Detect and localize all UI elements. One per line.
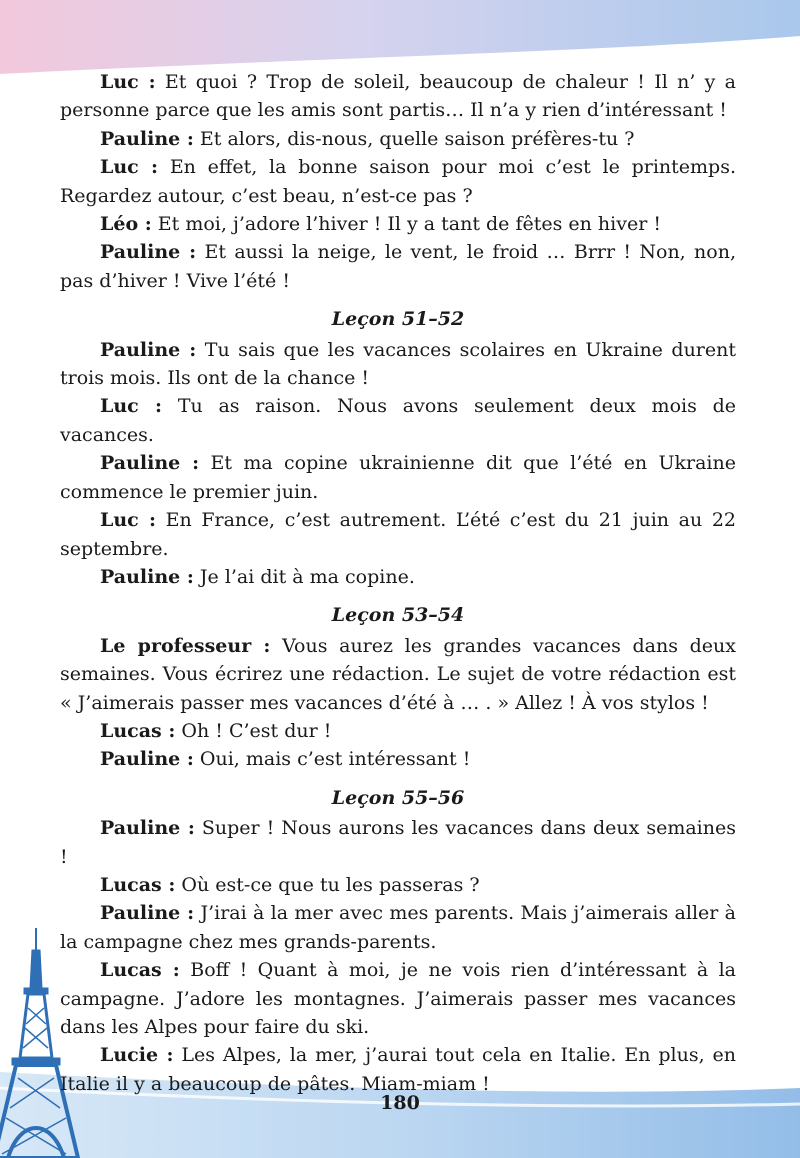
speaker-name: Lucas : bbox=[100, 719, 176, 742]
dialogue-text: Je l’ai dit à ma copine. bbox=[193, 565, 415, 588]
speaker-name: Léo : bbox=[100, 213, 152, 236]
speaker-name: Pauline : bbox=[100, 902, 195, 925]
speaker-name: Pauline : bbox=[100, 241, 197, 264]
dialogue-text: Et quoi ? Trop de soleil, beaucoup de chaleur ! Il n’ y a personne parce que les amis sont partis… Il n’a y rien d’intéressant ! bbox=[60, 71, 736, 122]
dialogue-text: Et ma copine ukrainienne dit que l’été en Ukraine commence le premier juin. bbox=[60, 452, 736, 503]
dialogue-text: J’irai à la mer avec mes parents. Mais j’aimerais aller à la campagne chez mes grands-parents. bbox=[60, 902, 736, 953]
speaker-name: Lucie : bbox=[100, 1044, 174, 1067]
dialogue-line bbox=[60, 563, 736, 591]
dialogue-line bbox=[60, 336, 736, 393]
dialogue-text: Et aussi la neige, le vent, le froid … Brrr ! Non, non, pas d’hiver ! Vive l’été ! bbox=[60, 241, 737, 292]
dialogue-line bbox=[60, 717, 736, 745]
dialogue-line bbox=[60, 899, 736, 956]
page-text bbox=[60, 68, 736, 1098]
speaker-name: Luc : bbox=[100, 509, 156, 532]
lesson-heading: Leçon 55–56 bbox=[331, 786, 465, 809]
dialogue-text: Et moi, j’adore l’hiver ! Il y a tant de fêtes en hiver ! bbox=[151, 213, 661, 236]
dialogue-text: Oui, mais c’est intéressant ! bbox=[193, 748, 471, 771]
dialogue-line bbox=[60, 392, 736, 449]
speaker-name: Luc : bbox=[100, 395, 163, 418]
dialogue-text: En France, c’est autrement. L’été c’est du 21 juin au 22 septembre. bbox=[60, 509, 736, 560]
speaker-name: Pauline : bbox=[100, 565, 194, 588]
speaker-name: Pauline : bbox=[100, 338, 197, 361]
dialogue-text: Vous aurez les grandes vacances dans deux semaines. Vous écrirez une rédaction. Le sujet de votre rédaction est « J’aimerais passer mes vacances d’été à … . » Allez ! À vos stylos ! bbox=[60, 634, 737, 714]
speaker-name: Lucas : bbox=[100, 959, 180, 982]
dialogue-line bbox=[60, 449, 736, 506]
dialogue-line bbox=[60, 956, 736, 1041]
speaker-name: Lucas : bbox=[100, 873, 176, 896]
speaker-name: Luc : bbox=[100, 156, 159, 179]
dialogue-text: Tu as raison. Nous avons seulement deux mois de vacances. bbox=[60, 395, 736, 446]
dialogue-line bbox=[60, 238, 736, 295]
dialogue-line bbox=[60, 125, 736, 153]
dialogue-line bbox=[60, 68, 736, 125]
speaker-name: Pauline : bbox=[100, 452, 200, 475]
dialogue-text: Tu sais que les vacances scolaires en Ukraine durent trois mois. Ils ont de la chance ! bbox=[60, 338, 736, 390]
page-number: 180 bbox=[380, 1092, 420, 1114]
speaker-name: Pauline : bbox=[100, 127, 194, 150]
dialogue-text: Boff ! Quant à moi, je ne vois rien d’intéressant à la campagne. J’adore les montagnes. J’aimerais passer mes vacances dans les Alpes pour faire du ski. bbox=[60, 959, 736, 1038]
speaker-name: Le professeur : bbox=[100, 634, 271, 657]
speaker-name: Pauline : bbox=[100, 748, 194, 771]
dialogue-text: En effet, la bonne saison pour moi c’est le printemps. Regardez autour, c’est beau, n’est-ce pas ? bbox=[60, 156, 736, 207]
dialogue-line bbox=[60, 745, 736, 773]
dialogue-line bbox=[60, 632, 736, 717]
dialogue-line bbox=[60, 1041, 736, 1098]
speaker-name: Pauline : bbox=[100, 817, 195, 840]
dialogue-text: Super ! Nous aurons les vacances dans deux semaines ! bbox=[60, 817, 736, 868]
lesson-heading: Leçon 53–54 bbox=[331, 604, 465, 627]
dialogue-text: Et alors, dis-nous, quelle saison préfères-tu ? bbox=[193, 127, 635, 150]
dialogue-text: Où est-ce que tu les passeras ? bbox=[175, 873, 480, 896]
dialogue-text: Les Alpes, la mer, j’aurai tout cela en Italie. En plus, en Italie il y a beaucoup de pâtes. Miam-miam ! bbox=[60, 1044, 736, 1095]
dialogue-line bbox=[60, 506, 736, 563]
dialogue-line bbox=[60, 814, 736, 871]
dialogue-line bbox=[60, 871, 736, 899]
dialogue-line bbox=[60, 153, 736, 210]
speaker-name: Luc : bbox=[100, 71, 156, 93]
dialogue-line bbox=[60, 210, 736, 238]
lesson-heading: Leçon 51–52 bbox=[331, 308, 465, 331]
dialogue-text: Oh ! C’est dur ! bbox=[175, 719, 332, 742]
